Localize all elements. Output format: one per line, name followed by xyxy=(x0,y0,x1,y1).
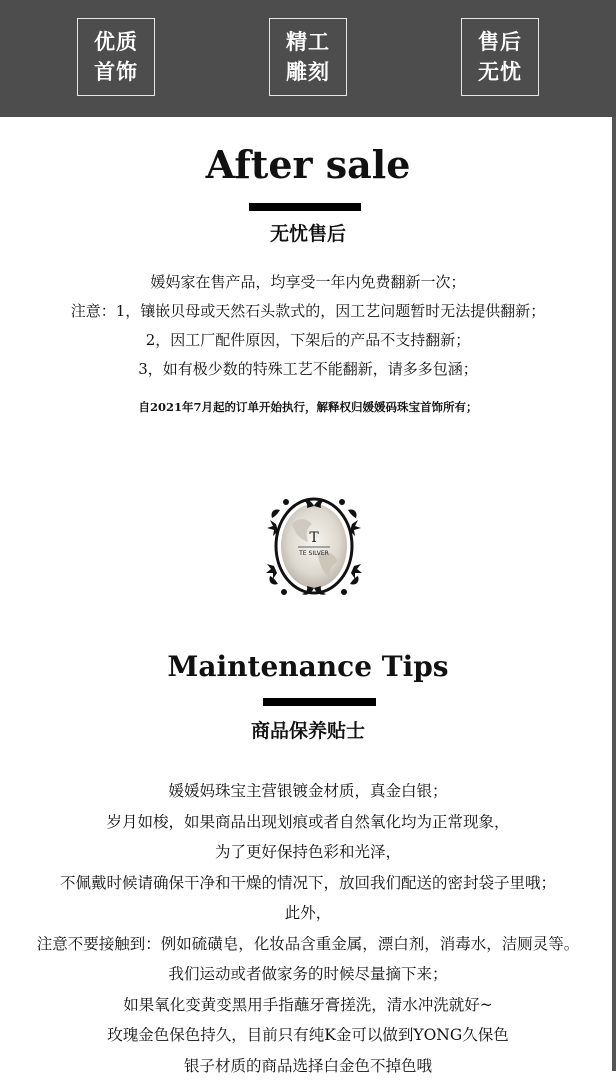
after-sale-title: After sale xyxy=(0,140,616,190)
after-sale-line: 2，因工厂配件原因，下架后的产品不支持翻新； xyxy=(0,326,616,355)
after-sale-text xyxy=(0,268,616,384)
maintenance-line: 媛媛妈珠宝主营银镀金材质，真金白银； xyxy=(0,776,616,807)
after-sale-subtitle: 无忧售后 xyxy=(0,221,616,247)
badge-line: 售后 xyxy=(478,27,522,57)
maintenance-line: 岁月如梭，如果商品出现划痕或者自然氧化均为正常现象， xyxy=(0,807,616,838)
maintenance-line: 不佩戴时候请确保干净和干燥的情况下，放回我们配送的密封袋子里哦； xyxy=(0,868,616,899)
maintenance-subtitle: 商品保养贴士 xyxy=(0,717,616,745)
maintenance-line: 注意不要接触到：例如硫磺皂，化妆品含重金属，漂白剂，消毒水，洁厕灵等。 xyxy=(0,929,616,960)
maintenance-title: Maintenance Tips xyxy=(0,648,616,686)
badge-line: 首饰 xyxy=(94,57,138,87)
maintenance-line: 此外， xyxy=(0,898,616,929)
badge-fine-craft xyxy=(269,18,347,96)
ornate-frame-logo xyxy=(258,484,370,608)
after-sale-line: 注意：1，镶嵌贝母或天然石头款式的，因工艺问题暂时无法提供翻新； xyxy=(0,297,616,326)
badge-line: 精工 xyxy=(286,27,330,57)
top-banner xyxy=(0,0,616,117)
after-sale-divider xyxy=(249,203,361,211)
brand-logo xyxy=(258,484,370,608)
badge-after-sale xyxy=(461,18,539,96)
maintenance-line: 为了更好保持色彩和光泽， xyxy=(0,837,616,868)
maintenance-line: 我们运动或者做家务的时候尽量摘下来； xyxy=(0,959,616,990)
after-sale-note: 自2021年7月起的订单开始执行，解释权归媛媛码珠宝首饰所有； xyxy=(0,399,616,415)
after-sale-line: 3，如有极少数的特殊工艺不能翻新，请多多包涵； xyxy=(0,355,616,384)
badge-line: 无忧 xyxy=(478,57,522,87)
maintenance-divider xyxy=(263,698,376,706)
maintenance-line: 玫瑰金色保色持久，目前只有纯K金可以做到YONG久保色 xyxy=(0,1020,616,1051)
badge-quality-jewelry xyxy=(77,18,155,96)
badge-line: 雕刻 xyxy=(286,57,330,87)
maintenance-line: 银子材质的商品选择白金色不掉色哦 xyxy=(0,1051,616,1081)
logo-monogram: T xyxy=(309,530,319,546)
after-sale-line: 媛妈家在售产品，均享受一年内免费翻新一次； xyxy=(0,268,616,297)
maintenance-line: 如果氧化变黄变黑用手指蘸牙膏搓洗，清水冲洗就好~ xyxy=(0,990,616,1021)
maintenance-text xyxy=(0,776,616,1081)
logo-brand-name: TE SILVER xyxy=(298,550,329,557)
badge-line: 优质 xyxy=(94,27,138,57)
